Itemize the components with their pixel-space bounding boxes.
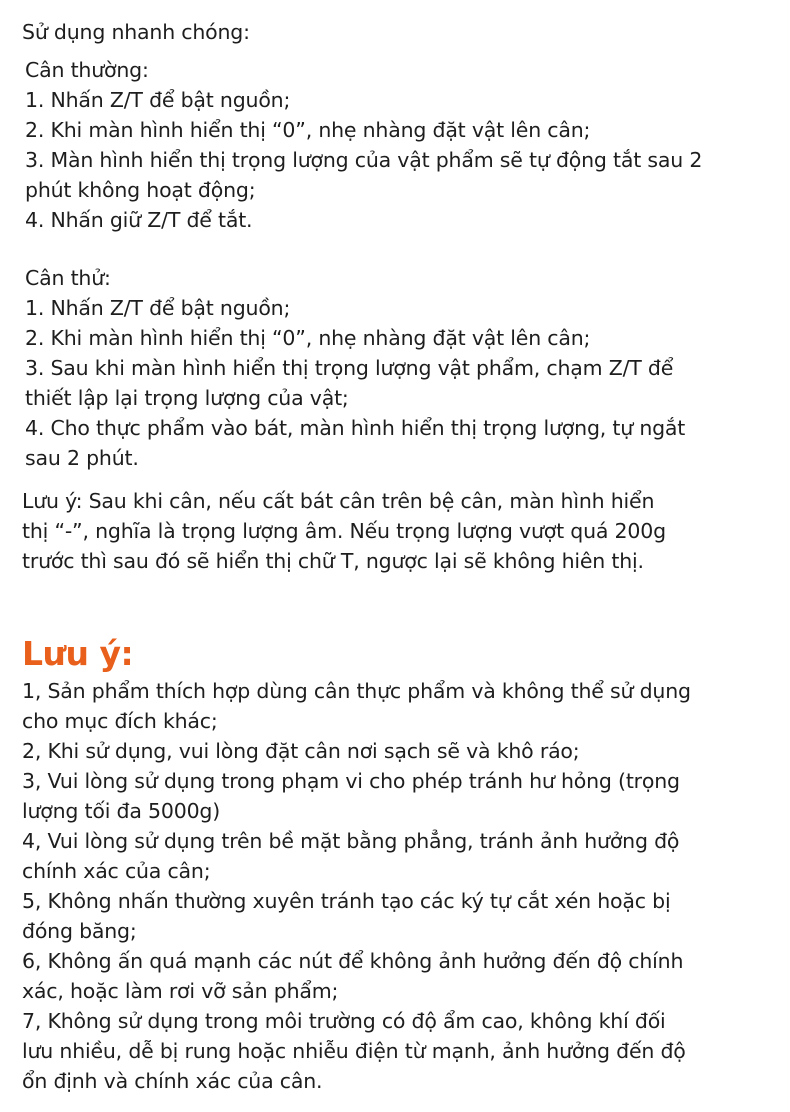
warning-line: cho mục đích khác;	[22, 709, 218, 733]
warning-line: 7, Không sử dụng trong môi trường có độ ẩm cao, không khí đối	[22, 1009, 666, 1033]
note-line: thị “-”, nghĩa là trọng lượng âm. Nếu trọng lượng vượt quá 200g	[22, 519, 666, 543]
tare-step-line: sau 2 phút.	[25, 446, 139, 470]
warning-line: xác, hoặc làm rơi vỡ sản phẩm;	[22, 979, 339, 1003]
warning-line: 6, Không ấn quá mạnh các nút để không ảnh hưởng đến độ chính	[22, 949, 684, 973]
normal-step-line: phút không hoạt động;	[25, 178, 256, 202]
normal-step-line: 4. Nhấn giữ Z/T để tắt.	[25, 208, 253, 232]
warning-line: lượng tối đa 5000g)	[22, 799, 221, 823]
warning-line: đóng băng;	[22, 919, 137, 943]
normal-step-line: 2. Khi màn hình hiển thị “0”, nhẹ nhàng đặt vật lên cân;	[25, 118, 591, 142]
tare-step-line: 2. Khi màn hình hiển thị “0”, nhẹ nhàng đặt vật lên cân;	[25, 326, 591, 350]
warning-line: 3, Vui lòng sử dụng trong phạm vi cho phép tránh hư hỏng (trọng	[22, 769, 680, 793]
tare-step-line: 3. Sau khi màn hình hiển thị trọng lượng vật phẩm, chạm Z/T để	[25, 356, 674, 380]
warning-line: ổn định và chính xác của cân.	[22, 1069, 323, 1093]
warning-line: 2, Khi sử dụng, vui lòng đặt cân nơi sạch sẽ và khô ráo;	[22, 739, 580, 763]
tare-step-line: thiết lập lại trọng lượng của vật;	[25, 386, 349, 410]
warning-line: 5, Không nhấn thường xuyên tránh tạo các ký tự cắt xén hoặc bị	[22, 889, 671, 913]
tare-step-line: 4. Cho thực phẩm vào bát, màn hình hiển thị trọng lượng, tự ngắt	[25, 416, 686, 440]
warning-line: chính xác của cân;	[22, 859, 211, 883]
warning-line: 1, Sản phẩm thích hợp dùng cân thực phẩm và không thể sử dụng	[22, 679, 691, 703]
tare-weighing-title: Cân thử:	[25, 266, 111, 290]
tare-step-line: 1. Nhấn Z/T để bật nguồn;	[25, 296, 291, 320]
normal-step-line: 1. Nhấn Z/T để bật nguồn;	[25, 88, 291, 112]
normal-weighing-title: Cân thường:	[25, 58, 149, 82]
note-line: trước thì sau đó sẽ hiển thị chữ T, ngược lại sẽ không hiên thị.	[22, 549, 644, 573]
normal-step-line: 3. Màn hình hiển thị trọng lượng của vật phẩm sẽ tự động tắt sau 2	[25, 148, 703, 172]
note-line: Lưu ý: Sau khi cân, nếu cất bát cân trên bệ cân, màn hình hiển	[22, 489, 655, 513]
warning-line: 4, Vui lòng sử dụng trên bề mặt bằng phẳng, tránh ảnh hưởng độ	[22, 829, 680, 853]
warnings-heading: Lưu ý:	[22, 634, 134, 673]
warning-line: lưu nhiều, dễ bị rung hoặc nhiễu điện từ mạnh, ảnh hưởng đến độ	[22, 1039, 686, 1063]
quick-use-title: Sử dụng nhanh chóng:	[22, 20, 250, 44]
